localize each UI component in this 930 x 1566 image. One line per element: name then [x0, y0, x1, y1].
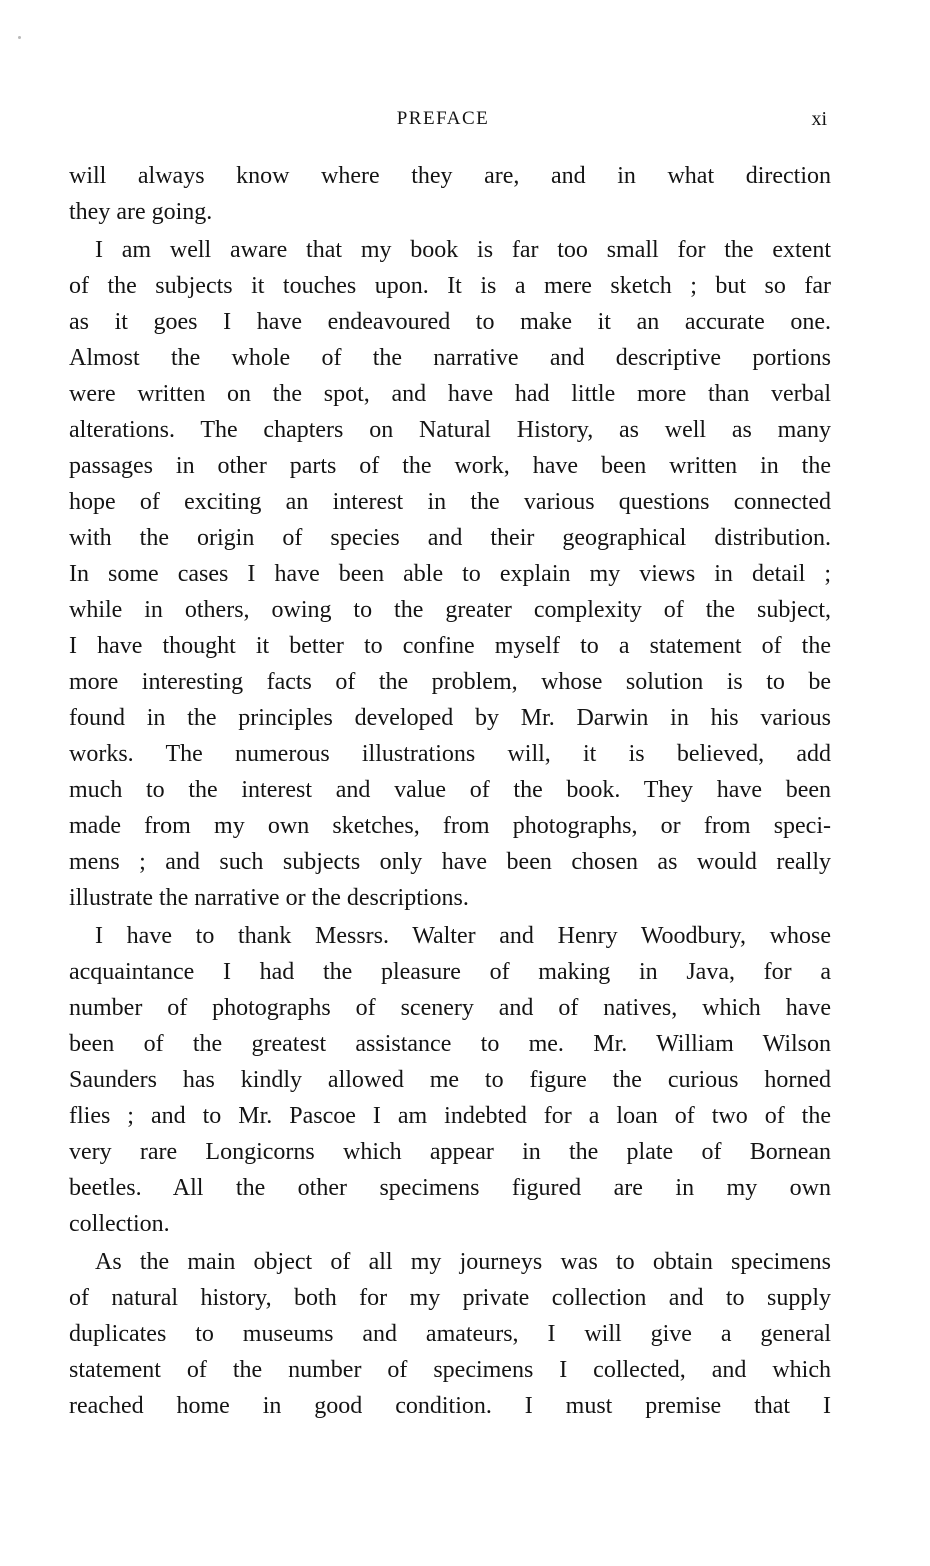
text-line: flies ; and to Mr. Pascoe I am indebted for a loan of two of the	[69, 1103, 831, 1129]
text-line: were written on the spot, and have had little more than verbal	[69, 381, 831, 407]
text-line: found in the principles developed by Mr. Darwin in his various	[69, 705, 831, 731]
text-line: of natural history, both for my private collection and to supply	[69, 1285, 831, 1311]
body-text	[69, 158, 831, 1424]
text-line: works. The numerous illustrations will, it is believed, add	[69, 741, 831, 767]
text-line: I have to thank Messrs. Walter and Henry Woodbury, whose	[95, 923, 831, 949]
text-line: illustrate the narrative or the descriptions.	[69, 885, 469, 911]
text-line: In some cases I have been able to explain my views in detail ;	[69, 561, 831, 587]
text-line: made from my own sketches, from photographs, or from speci-	[69, 813, 831, 839]
text-line: acquaintance I had the pleasure of making in Java, for a	[69, 959, 831, 985]
page-number: xi	[811, 108, 827, 130]
text-line: duplicates to museums and amateurs, I will give a general	[69, 1321, 831, 1347]
paper-speck	[18, 36, 21, 39]
text-line: hope of exciting an interest in the various questions connected	[69, 489, 831, 515]
text-line: with the origin of species and their geographical distribution.	[69, 525, 831, 551]
text-line: As the main object of all my journeys was to obtain specimens	[95, 1249, 831, 1275]
text-line: Saunders has kindly allowed me to figure the curious horned	[69, 1067, 831, 1093]
text-line: passages in other parts of the work, have been written in the	[69, 453, 831, 479]
text-line: been of the greatest assistance to me. Mr. William Wilson	[69, 1031, 831, 1057]
running-head	[0, 106, 930, 136]
text-line: reached home in good condition. I must premise that I	[69, 1393, 831, 1419]
text-line: Almost the whole of the narrative and descriptive portions	[69, 345, 831, 371]
text-line: I have thought it better to confine myself to a statement of the	[69, 633, 831, 659]
text-line: while in others, owing to the greater complexity of the subject,	[69, 597, 831, 623]
text-line: number of photographs of scenery and of natives, which have	[69, 995, 831, 1021]
text-line: very rare Longicorns which appear in the plate of Bornean	[69, 1139, 831, 1165]
text-line: as it goes I have endeavoured to make it an accurate one.	[69, 309, 831, 335]
text-line: more interesting facts of the problem, whose solution is to be	[69, 669, 831, 695]
text-line: alterations. The chapters on Natural History, as well as many	[69, 417, 831, 443]
text-line: collection.	[69, 1211, 170, 1237]
text-line: of the subjects it touches upon. It is a mere sketch ; but so far	[69, 273, 831, 299]
running-title: PREFACE	[396, 108, 490, 129]
text-line: will always know where they are, and in what direction	[69, 163, 831, 189]
text-line: beetles. All the other specimens figured are in my own	[69, 1175, 831, 1201]
text-line: they are going.	[69, 199, 213, 225]
text-line: I am well aware that my book is far too small for the extent	[95, 237, 831, 263]
text-line: much to the interest and value of the book. They have been	[69, 777, 831, 803]
text-line: mens ; and such subjects only have been chosen as would really	[69, 849, 831, 875]
text-line: statement of the number of specimens I collected, and which	[69, 1357, 831, 1383]
